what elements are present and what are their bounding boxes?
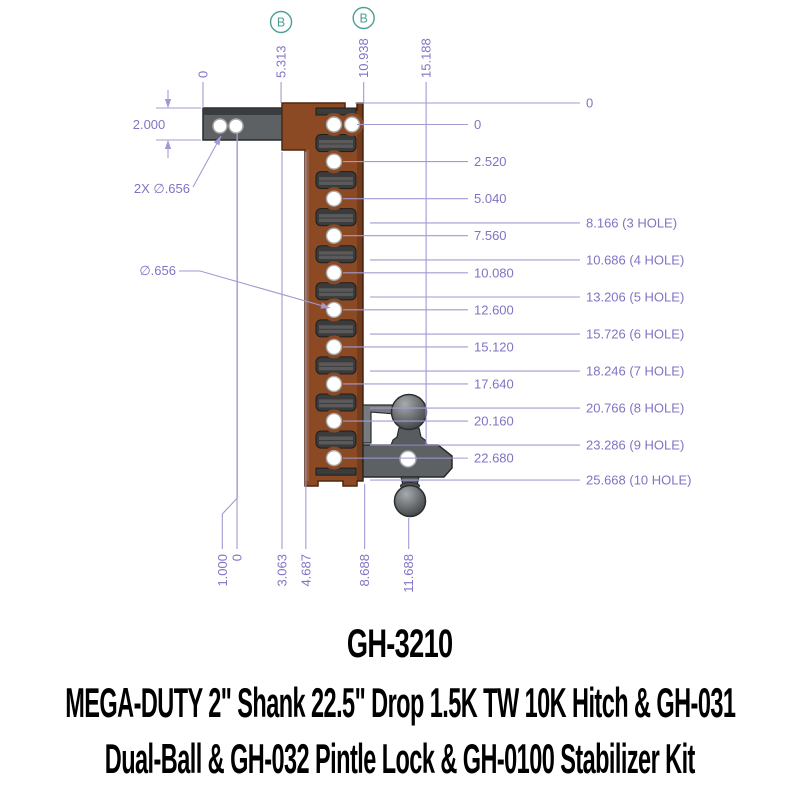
insert-stripe <box>319 367 353 371</box>
bottom-dim-label: 4.687 <box>298 554 314 587</box>
top-dim-label: 5.313 <box>273 45 289 78</box>
insert-stripe <box>319 288 353 292</box>
hole-dim-label: 5.040 <box>474 191 507 207</box>
insert-stripe <box>319 140 353 144</box>
top-dim-label: 10.938 <box>356 38 372 78</box>
drop-dim-label: 10.686 (4 HOLE) <box>586 252 685 268</box>
insert-stripe <box>319 214 353 218</box>
drop-hole <box>327 191 342 206</box>
drop-hole <box>327 117 342 132</box>
shank-hole-1 <box>213 119 227 133</box>
bottom-dim-line <box>222 133 237 549</box>
insert-stripe <box>319 219 353 223</box>
drop-dim-label: 8.166 (3 HOLE) <box>586 215 678 231</box>
caption-block <box>0 606 800 783</box>
insert-stripe <box>319 256 353 259</box>
ball-mount-hole <box>400 451 416 467</box>
bottom-dim-label: 0 <box>229 554 245 562</box>
hole-dim-label: 17.640 <box>474 376 514 392</box>
drop-hole <box>327 228 342 243</box>
top-dim-label: 15.188 <box>418 38 434 78</box>
hole-dim-label: 2.520 <box>474 154 507 170</box>
drop-dim-label: 25.668 (10 HOLE) <box>586 472 692 488</box>
insert-stripe <box>319 325 353 329</box>
insert-stripe <box>319 399 353 403</box>
drop-dim-label: 0 <box>586 95 594 111</box>
drop-dim-label: 20.766 (8 HOLE) <box>586 400 685 416</box>
hole-dim-label: 20.160 <box>474 413 514 429</box>
insert-stripe <box>319 437 353 441</box>
hole-dim-label: 22.680 <box>474 450 514 466</box>
drop-hole <box>327 414 342 429</box>
caption-line-1: MEGA-DUTY 2" Shank 22.5" Drop 1.5K TW 10K Hitch & GH-031 <box>64 679 736 726</box>
hole-dim-label: 15.120 <box>474 339 514 355</box>
insert-stripe <box>319 362 353 366</box>
dim-arrow <box>165 140 171 149</box>
bottom-dim-label: 8.688 <box>357 554 373 587</box>
drop-dim-label: 13.206 (5 HOLE) <box>586 289 685 305</box>
insert-stripe <box>319 330 353 334</box>
drop-hole <box>327 451 342 466</box>
datum-label: B <box>276 15 286 30</box>
drop-dim-label: 23.286 (9 HOLE) <box>586 437 685 453</box>
bottom-hitch-ball <box>395 486 426 517</box>
bottom-dim-label: 11.688 <box>401 554 417 593</box>
insert-stripe <box>319 177 353 181</box>
shank-top-edge <box>204 109 284 115</box>
drop-hole <box>327 265 342 280</box>
insert-stripe <box>319 441 353 445</box>
hole-dim-label: 7.560 <box>474 228 507 244</box>
drop-dim-label: 18.246 (7 HOLE) <box>586 363 685 379</box>
top-ball-collar <box>391 428 427 445</box>
drop-holes-label: ∅.656 <box>139 263 176 278</box>
dual-ball-mount <box>363 395 452 517</box>
shank-hole-2 <box>229 119 243 133</box>
shank-holes-label: 2X ∅.656 <box>133 181 190 196</box>
hole-dim-label: 0 <box>474 117 482 132</box>
top-dim-label: 0 <box>195 70 211 78</box>
model-number: GH-3210 <box>347 622 453 666</box>
bottom-dim-label: 3.063 <box>274 554 290 587</box>
insert-stripe <box>319 181 353 185</box>
insert-stripe <box>319 144 353 148</box>
insert-stripe <box>319 404 353 408</box>
drop-hole <box>327 302 342 317</box>
drop-dim-label: 15.726 (6 HOLE) <box>586 326 685 342</box>
bottom-dim-label: 1.000 <box>214 554 230 587</box>
top-hitch-ball <box>392 395 427 430</box>
shank-height-label: 2.000 <box>132 117 166 132</box>
hole-dim-label: 10.080 <box>474 265 514 281</box>
drop-channel <box>282 103 364 486</box>
hole-dim-label: 12.600 <box>474 302 514 318</box>
drop-channel-shade <box>357 104 363 481</box>
datum-label: B <box>359 11 368 26</box>
caption-line-2: Dual-Ball & GH-032 Pintle Lock & GH-0100 Stabilizer Kit <box>104 735 696 782</box>
drop-hole <box>327 376 342 391</box>
dim-arrow <box>165 99 171 108</box>
insert-stripe <box>319 251 353 255</box>
insert-stripe <box>319 293 353 297</box>
drop-hole <box>327 339 342 354</box>
drop-hole <box>327 154 342 169</box>
